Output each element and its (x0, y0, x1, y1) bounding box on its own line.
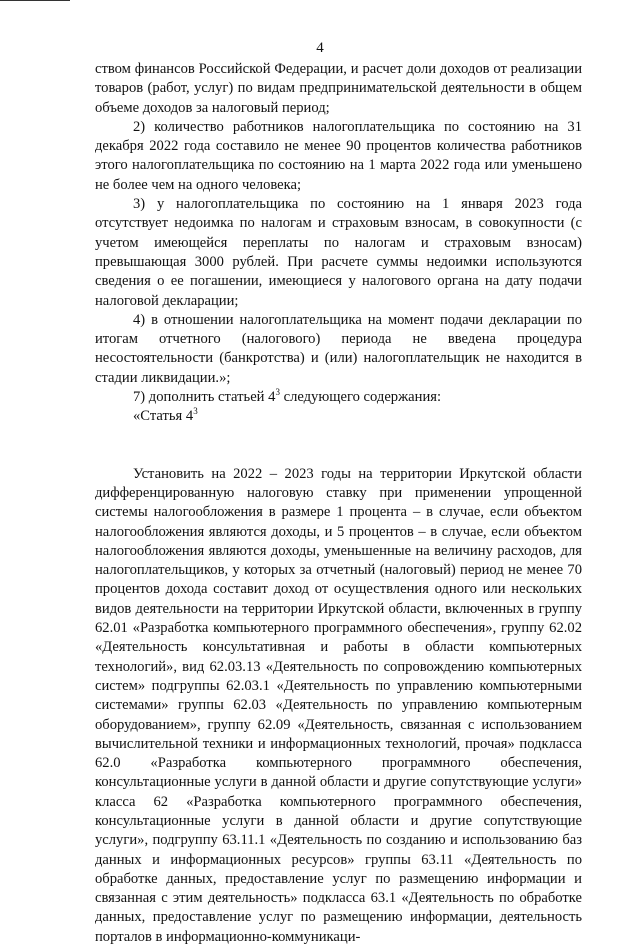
continuation-paragraph: ством финансов Российской Федерации, и расчет доли доходов от реализации товаров (работ, услуг) по видам предпринимательской деятельности в общем объеме доходов за налоговый период; (95, 61, 582, 116)
article-body-paragraph: Установить на 2022 – 2023 годы на территории Иркутской области дифференцированную налоговую ставку при применении упрощенной системы налогообложения в размере 1 процента – в случае, если объектом налогообложения являются доходы, и 5 процентов – в случае, если объектом налогообложения являются доходы, уменьшенные на величину расходов, для налогоплательщиков, у которых за отчетный (налоговый) период не менее 70 процентов дохода составит доход от осуществления одного или нескольких видов деятельности на территории Иркутской области, включенных в группу 62.01 «Разработка компьютерного программного обеспечения», группу 62.02 «Деятельность консультативная и работы в области компьютерных технологий», вид 62.03.13 «Деятельность по сопровождению компьютерных систем» подгруппы 62.03.1 «Деятельность по управлению компьютерными системами» группы 62.03 «Деятельность по управлению компьютерным оборудованием», группу 62.09 «Деятельность, связанная с использованием вычислительной техники и информационных технологий, прочая» подкласса 62.0 «Разработка компьютерного программного обеспечения, консультационные услуги в данной области и другие сопутствующие услуги» класса 62 «Разработка компьютерного программного обеспечения, консультационные услуги в данной области и другие сопутствующие услуги», подгруппу 63.11.1 «Деятельность по созданию и использованию баз данных и информационных ресурсов» группы 63.11 «Деятельность по обработке данных, предоставление услуг по размещению информации и связанная с этим деятельность» подкласса 63.1 «Деятельность по обработке данных, предоставление услуг по размещению информации, деятельность порталов в информационно-коммуникаци- (95, 465, 582, 945)
list-item-4: 4) в отношении налогоплательщика на момент подачи декларации по итогам отчетного (налогового) периода не введена процедура несостоятельности (банкротства) и (или) налогоплательщик не находится в стадии ликвидации.»; (95, 311, 582, 386)
item-7-text-end: следующего содержания: (279, 389, 442, 406)
item-7-text: 7) дополнить статьей 4 (133, 389, 276, 406)
item-7-superscript: 3 (275, 387, 280, 398)
list-item-3: 3) у налогоплательщика по состоянию на 1 января 2023 года отсутствует недоимка по налогам и страховым взносам, в совокупности (с учетом имеющейся переплаты по налогам и страховым взносам) превышающая 3000 рублей. При расчете суммы недоимки используются сведения о ее погашении, имеющиеся у налогового органа на дату подачи налоговой декларации; (95, 196, 582, 309)
list-item-7 (95, 388, 582, 407)
article-heading-text: «Статья 4 (133, 408, 194, 425)
page-number: 4 (316, 40, 324, 56)
article-heading-superscript: 3 (193, 406, 198, 417)
list-item-2: 2) количество работников налогоплательщика по состоянию на 31 декабря 2022 года составило не менее 90 процентов количества работников этого налогоплательщика по состоянию на 1 марта 2022 года или уменьшено не более чем на одного человека; (95, 118, 582, 193)
article-heading (95, 407, 582, 426)
document-page (95, 60, 582, 947)
corner-rule (0, 0, 70, 1)
